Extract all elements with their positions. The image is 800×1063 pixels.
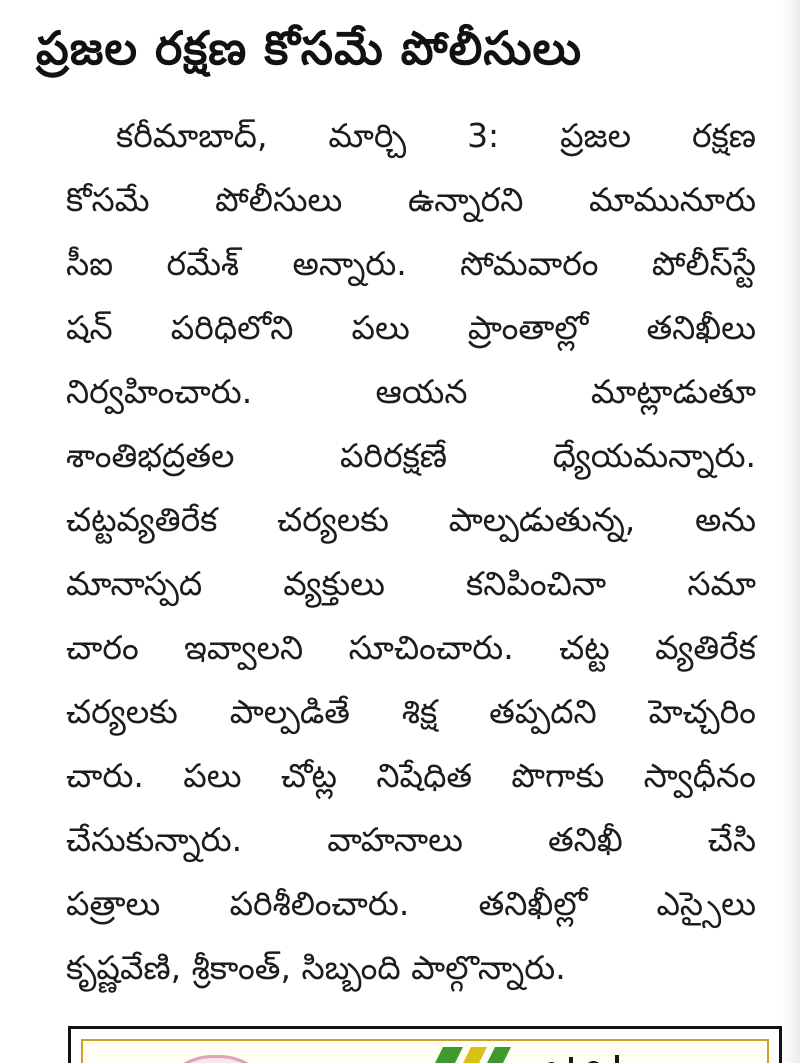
article-line: కరీమాబాద్, మార్చి 3: ప్రజల రక్షణ bbox=[116, 116, 756, 155]
article-line: శాంతిభద్రతల పరిరక్షణే ధ్యేయమన్నారు. bbox=[66, 436, 756, 475]
article-line: చట్టవ్యతిరేక చర్యలకు పాల్పడుతున్న, అను bbox=[66, 500, 756, 539]
article-line: చారు. పలు చోట్ల నిషేధిత పొగాకు స్వాధీనం bbox=[66, 756, 756, 795]
article-line: నిర్వహించారు. ఆయన మాట్లాడుతూ bbox=[66, 372, 756, 411]
article-line: మానాస్పద వ్యక్తులు కనిపించినా సమా bbox=[66, 564, 756, 603]
ad-partial-lettering-icon bbox=[533, 1047, 683, 1063]
article-body bbox=[66, 104, 756, 1000]
article-line: పత్రాలు పరిశీలించారు. తనిఖీల్లో ఎస్సైలు bbox=[66, 884, 756, 923]
article-line: చేసుకున్నారు. వాహనాలు తనిఖీ చేసి bbox=[66, 820, 756, 859]
advertisement-box bbox=[68, 1026, 782, 1063]
article-line: చర్యలకు పాల్పడితే శిక్ష తప్పదని హెచ్చరిం bbox=[66, 692, 756, 731]
ad-logo-circle-icon bbox=[153, 1055, 279, 1063]
page-edge-shadow bbox=[782, 0, 800, 1063]
article-line: షన్ పరిధిలోని పలు ప్రాంతాల్లో తనిఖీలు bbox=[66, 308, 756, 347]
article-line: సీఐ రమేశ్ అన్నారు. సోమవారం పోలీస్‌స్టే bbox=[66, 244, 756, 283]
ad-stripes-graphic-icon bbox=[403, 1047, 513, 1063]
advertisement-inner-frame bbox=[81, 1039, 769, 1063]
article-line: చారం ఇవ్వాలని సూచించారు. చట్ట వ్యతిరేక bbox=[66, 628, 756, 667]
article-line: కోసమే పోలీసులు ఉన్నారని మామునూరు bbox=[66, 180, 756, 219]
headline: ప్రజల రక్షణ కోసమే పోలీసులు bbox=[36, 21, 583, 75]
article-line: కృష్ణవేణి, శ్రీకాంత్, సిబ్బంది పాల్గొన్నారు. bbox=[66, 948, 566, 987]
